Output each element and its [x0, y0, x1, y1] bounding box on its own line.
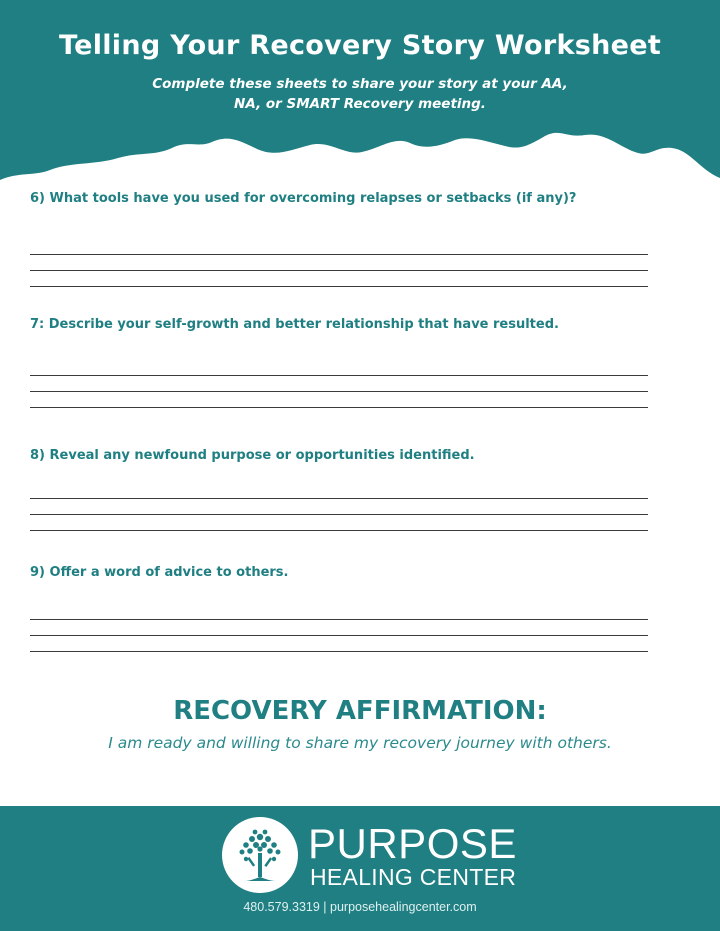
affirmation-heading: RECOVERY AFFIRMATION:: [173, 696, 547, 726]
subtitle-line-1: Complete these sheets to share your story at your AA,: [152, 76, 568, 92]
answer-line[interactable]: [30, 651, 648, 652]
answer-line[interactable]: [30, 270, 648, 271]
answer-line[interactable]: [30, 375, 648, 376]
answer-line[interactable]: [30, 635, 648, 636]
question-9: 9) Offer a word of advice to others.: [30, 565, 289, 580]
question-8: 8) Reveal any newfound purpose or opportunities identified.: [30, 448, 475, 463]
answer-line[interactable]: [30, 514, 648, 515]
answer-line[interactable]: [30, 619, 648, 620]
answer-line[interactable]: [30, 530, 648, 531]
brand-name: PURPOSE: [308, 820, 517, 867]
answer-line[interactable]: [30, 407, 648, 408]
logo: [222, 817, 298, 893]
question-7: 7: Describe your self-growth and better relationship that have resulted.: [30, 317, 559, 332]
page-title: Telling Your Recovery Story Worksheet: [58, 30, 662, 61]
brand-tagline: HEALING CENTER: [310, 864, 517, 890]
answer-line[interactable]: [30, 286, 648, 287]
answer-line[interactable]: [30, 498, 648, 499]
contact-info[interactable]: 480.579.3319 | purposehealingcenter.com: [243, 900, 477, 914]
answer-line[interactable]: [30, 254, 648, 255]
footer-banner: [0, 806, 720, 931]
answer-line[interactable]: [30, 391, 648, 392]
tree-icon: [222, 817, 298, 893]
question-6: 6) What tools have you used for overcoming relapses or setbacks (if any)?: [30, 191, 577, 206]
page-subtitle: [110, 74, 610, 114]
affirmation-text: I am ready and willing to share my recovery journey with others.: [108, 734, 612, 752]
worksheet-header: [0, 0, 720, 200]
subtitle-line-2: NA, or SMART Recovery meeting.: [234, 96, 486, 112]
